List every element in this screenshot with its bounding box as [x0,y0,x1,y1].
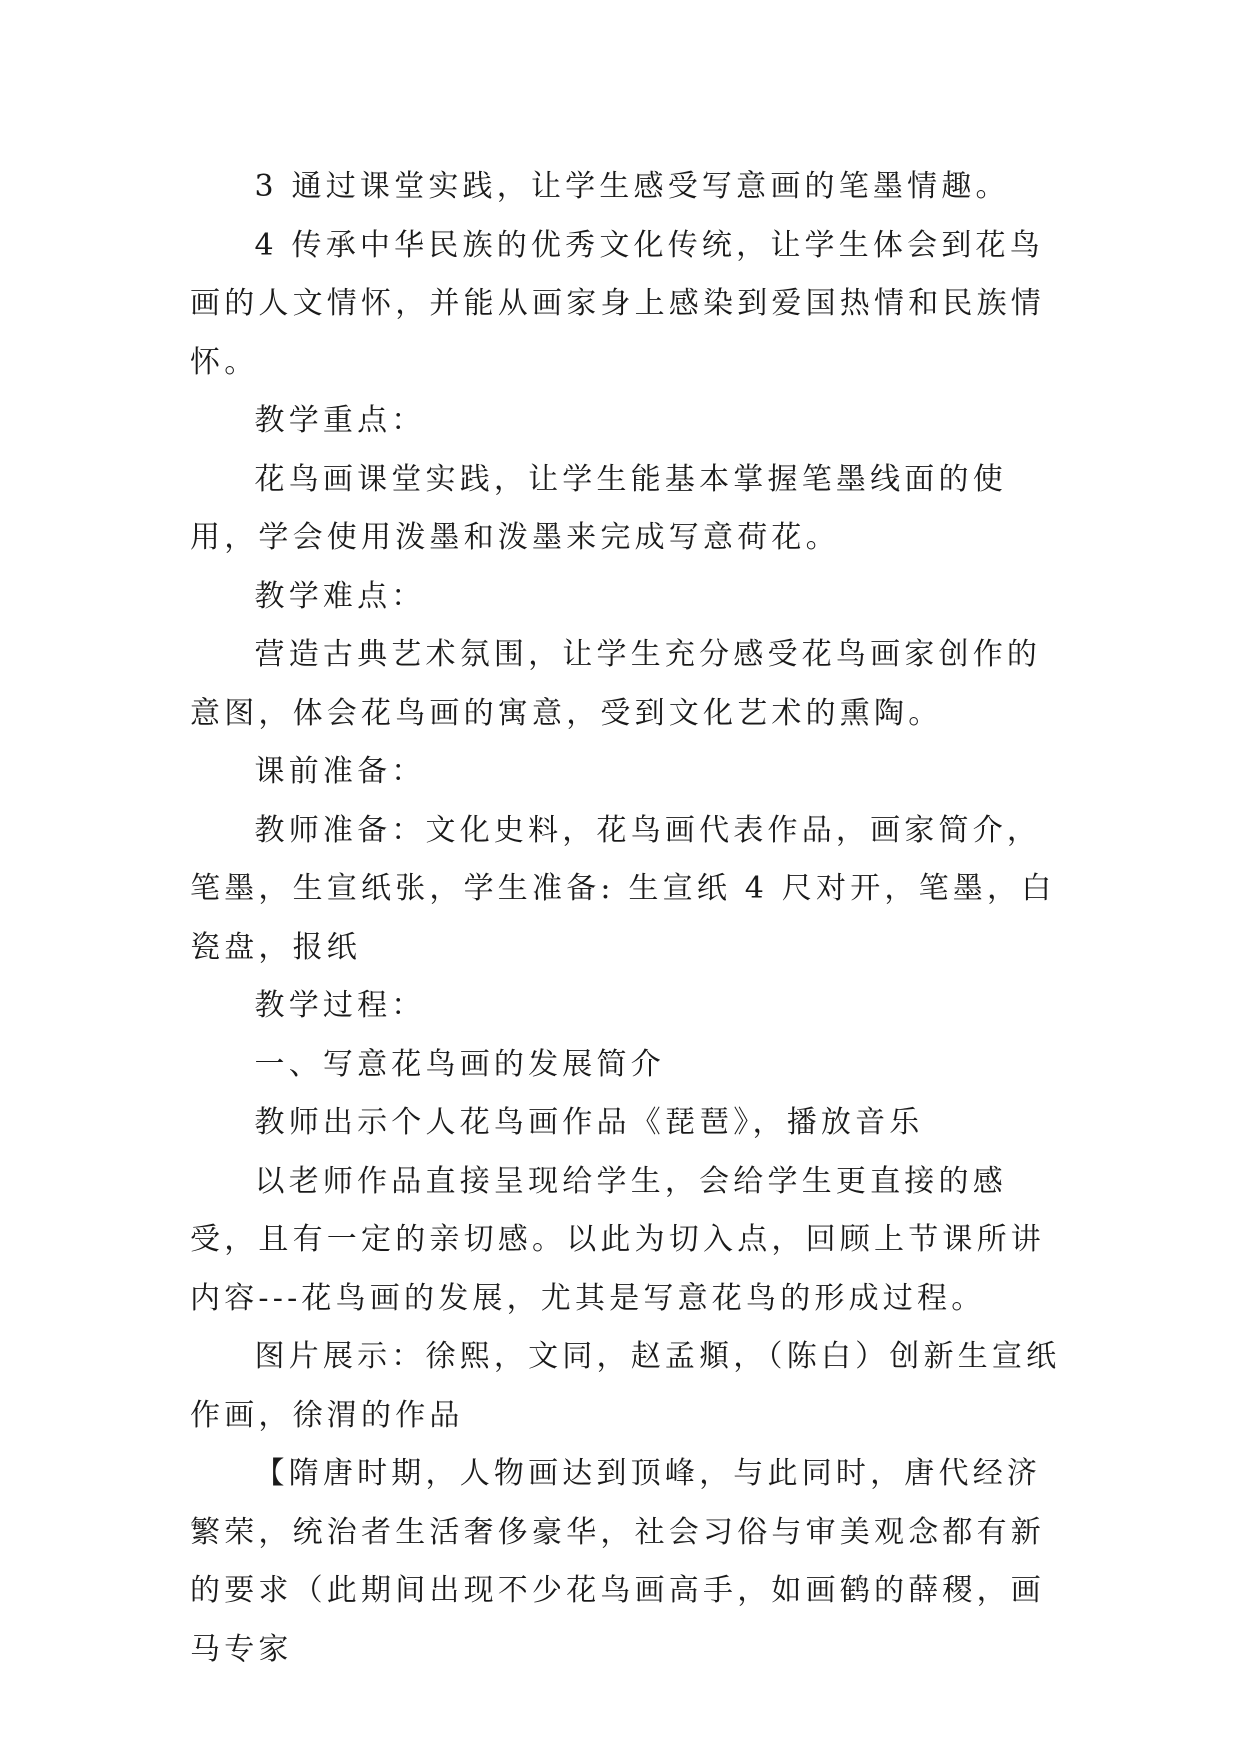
paragraph-objective-4: 4 传承中华民族的优秀文化传统，让学生体会到花鸟画的人文情怀，并能从画家身上感染到爱国热情和民族情怀。 [190,227,1045,380]
heading-teaching-difficulty: 教学难点： [254,578,426,614]
paragraph-preparation: 教师准备：文化史料，花鸟画代表作品，画家简介，笔墨，生宣纸张，学生准备: 生宣纸 4 尺对开，笔墨，白瓷盘，报纸 [190,812,1056,965]
heading-teaching-focus: 教学重点： [254,403,426,438]
heading-section-one: 一、写意花鸟画的发展简介 [254,1046,665,1082]
paragraph-sui-tang-period: 【隋唐时期，人物画达到顶峰，与此同时，唐代经济繁荣，统治者生活奢侈豪华，社会习俗与审美观念都有新的要求（此期间出现不少花鸟画高手，如画鹤的薛稷，画马专家 [190,1456,1045,1667]
paragraph-teaching-difficulty: 营造古典艺术氛围，让学生充分感受花鸟画家创作的意图，体会花鸟画的寓意，受到文化艺术的熏陶。 [190,637,1042,731]
paragraph-teacher-shows-work: 教师出示个人花鸟画作品《琵琶》，播放音乐 [254,1105,924,1140]
heading-teaching-process: 教学过程： [254,988,426,1023]
paragraph-teacher-work-intro: 以老师作品直接呈现给学生，会给学生更直接的感受，且有一定的亲切感。以此为切入点，回顾上节课所讲内容---花鸟画的发展，尤其是写意花鸟的形成过程。 [190,1163,1045,1316]
paragraph-image-display: 图片展示：徐熙，文同，赵孟頫，（陈白）创新生宣纸作画，徐渭的作品 [190,1339,1061,1433]
heading-preparation: 课前准备： [254,754,426,789]
paragraph-objective-3: 3 通过课堂实践，让学生感受写意画的笔墨情趣。 [254,169,1010,204]
paragraph-teaching-focus: 花鸟画课堂实践，让学生能基本掌握笔墨线面的使用，学会使用泼墨和泼墨来完成写意荷花。 [190,461,1007,555]
document-body [190,158,1070,1679]
